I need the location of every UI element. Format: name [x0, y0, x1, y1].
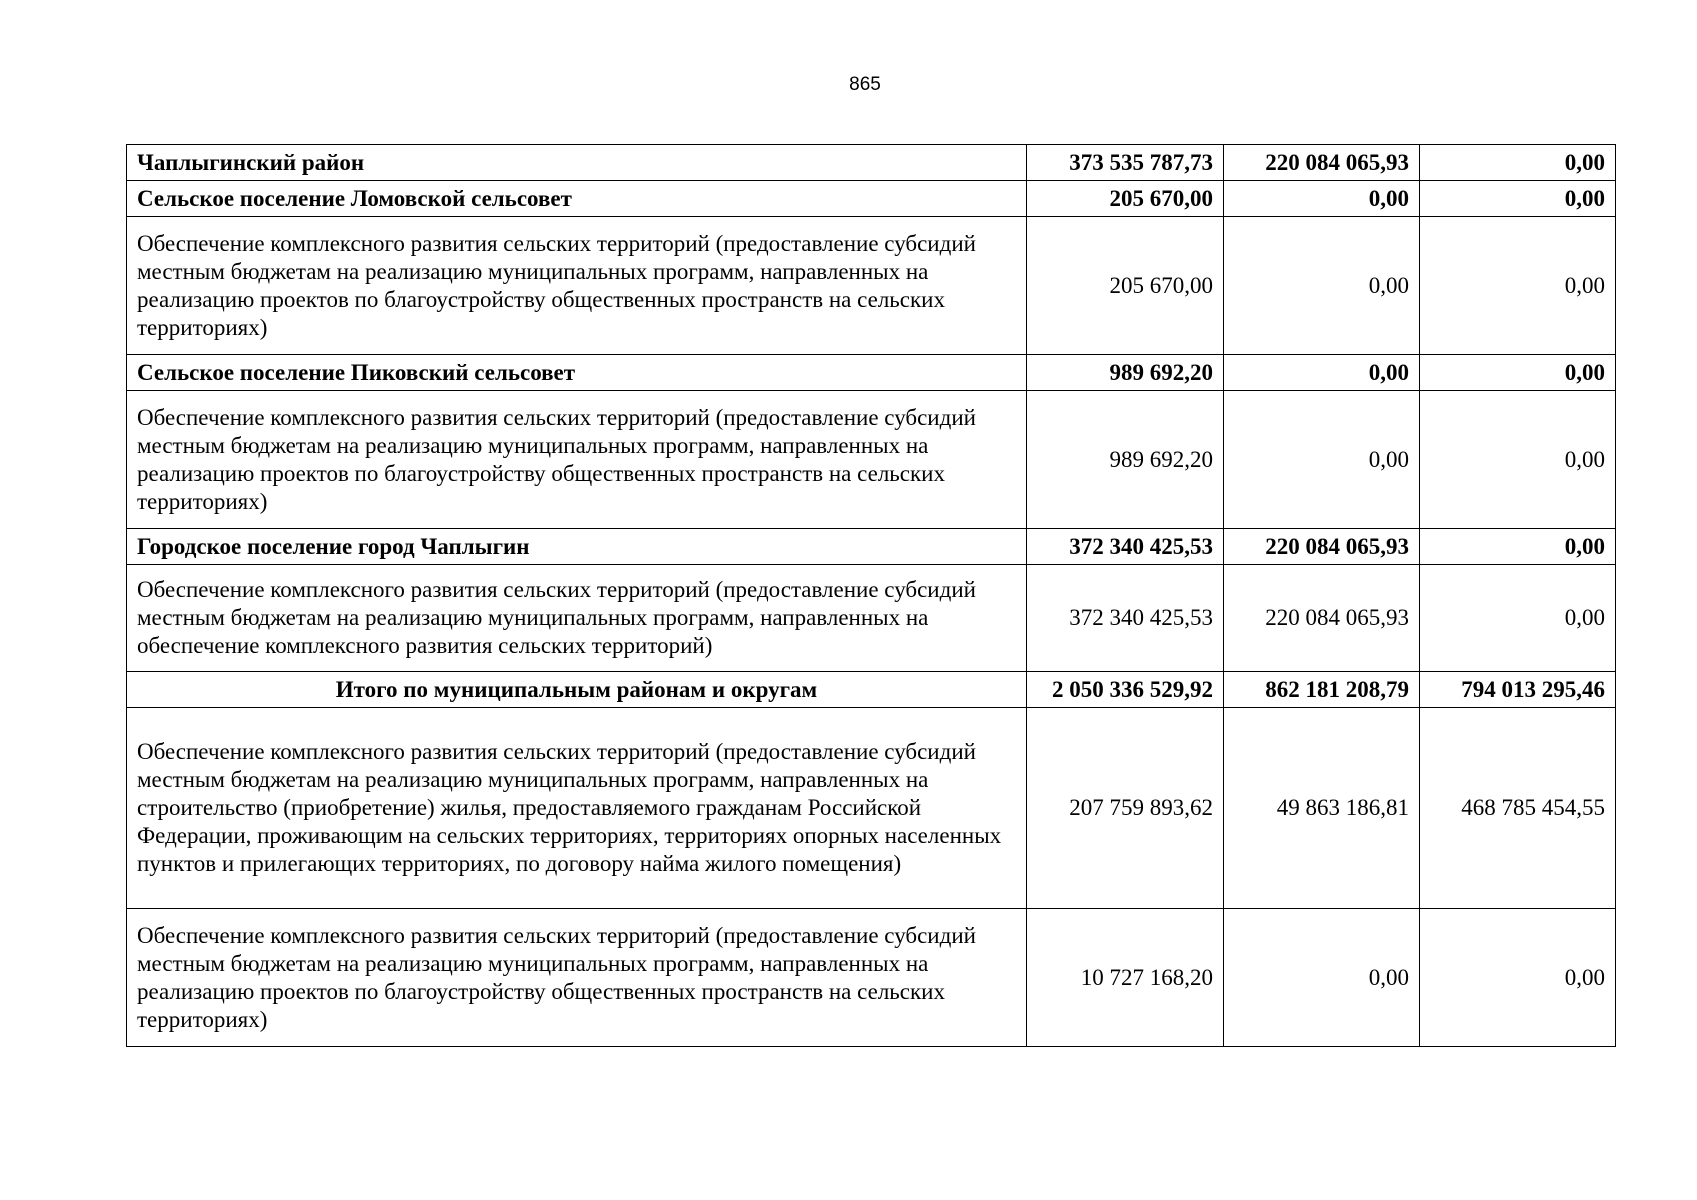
row-name: Обеспечение комплексного развития сельских территорий (предоставление субсидий местным бюджетам на реализацию муниципальных программ, направленных на реализацию проектов по благоустройству общественных пространств на сельских территориях) — [127, 217, 1027, 355]
row-value-2: 220 084 065,93 — [1224, 529, 1420, 565]
table-row — [127, 708, 1616, 909]
row-name: Чаплыгинский район — [127, 145, 1027, 181]
row-value-3: 0,00 — [1420, 217, 1616, 355]
row-name: Итого по муниципальным районам и округам — [127, 672, 1027, 708]
row-value-3: 0,00 — [1420, 355, 1616, 391]
row-value-2: 49 863 186,81 — [1224, 708, 1420, 909]
row-value-1: 372 340 425,53 — [1027, 529, 1224, 565]
row-value-2: 0,00 — [1224, 391, 1420, 529]
row-value-2: 220 084 065,93 — [1224, 145, 1420, 181]
row-value-2: 862 181 208,79 — [1224, 672, 1420, 708]
row-value-1: 989 692,20 — [1027, 355, 1224, 391]
row-value-3: 0,00 — [1420, 529, 1616, 565]
row-name: Обеспечение комплексного развития сельских территорий (предоставление субсидий местным бюджетам на реализацию муниципальных программ, направленных на строительство (приобретение) жилья, предоставляемого гражданам Российской Федерации, проживающим на сельских территориях, территориях опорных населенных пунктов и прилегающих территориях, по договору найма жилого помещения) — [127, 708, 1027, 909]
row-value-2: 0,00 — [1224, 181, 1420, 217]
row-name: Городское поселение город Чаплыгин — [127, 529, 1027, 565]
row-value-1: 207 759 893,62 — [1027, 708, 1224, 909]
row-value-2: 220 084 065,93 — [1224, 565, 1420, 672]
table-row — [127, 355, 1616, 391]
row-value-1: 205 670,00 — [1027, 181, 1224, 217]
table-row — [127, 145, 1616, 181]
row-value-3: 0,00 — [1420, 909, 1616, 1047]
row-value-3: 0,00 — [1420, 565, 1616, 672]
row-value-2: 0,00 — [1224, 909, 1420, 1047]
page-number: 865 — [849, 74, 881, 95]
table-row — [127, 391, 1616, 529]
table-row — [127, 565, 1616, 672]
table-row — [127, 217, 1616, 355]
row-value-2: 0,00 — [1224, 355, 1420, 391]
row-value-1: 10 727 168,20 — [1027, 909, 1224, 1047]
table-row-total — [127, 672, 1616, 708]
table-row — [127, 529, 1616, 565]
row-value-3: 0,00 — [1420, 145, 1616, 181]
row-value-3: 0,00 — [1420, 181, 1616, 217]
row-name: Обеспечение комплексного развития сельских территорий (предоставление субсидий местным бюджетам на реализацию муниципальных программ, направленных на реализацию проектов по благоустройству общественных пространств на сельских территориях) — [127, 391, 1027, 529]
row-value-3: 0,00 — [1420, 391, 1616, 529]
row-value-1: 373 535 787,73 — [1027, 145, 1224, 181]
row-name: Обеспечение комплексного развития сельских территорий (предоставление субсидий местным бюджетам на реализацию муниципальных программ, направленных на реализацию проектов по благоустройству общественных пространств на сельских территориях) — [127, 909, 1027, 1047]
table-row — [127, 909, 1616, 1047]
row-value-1: 989 692,20 — [1027, 391, 1224, 529]
row-value-3: 794 013 295,46 — [1420, 672, 1616, 708]
row-name: Сельское поселение Ломовской сельсовет — [127, 181, 1027, 217]
row-value-3: 468 785 454,55 — [1420, 708, 1616, 909]
row-name: Обеспечение комплексного развития сельских территорий (предоставление субсидий местным бюджетам на реализацию муниципальных программ, направленных на обеспечение комплексного развития сельских территорий) — [127, 565, 1027, 672]
row-value-2: 0,00 — [1224, 217, 1420, 355]
table-row — [127, 181, 1616, 217]
budget-table — [126, 144, 1616, 1047]
row-value-1: 205 670,00 — [1027, 217, 1224, 355]
row-value-1: 372 340 425,53 — [1027, 565, 1224, 672]
row-name: Сельское поселение Пиковский сельсовет — [127, 355, 1027, 391]
row-value-1: 2 050 336 529,92 — [1027, 672, 1224, 708]
